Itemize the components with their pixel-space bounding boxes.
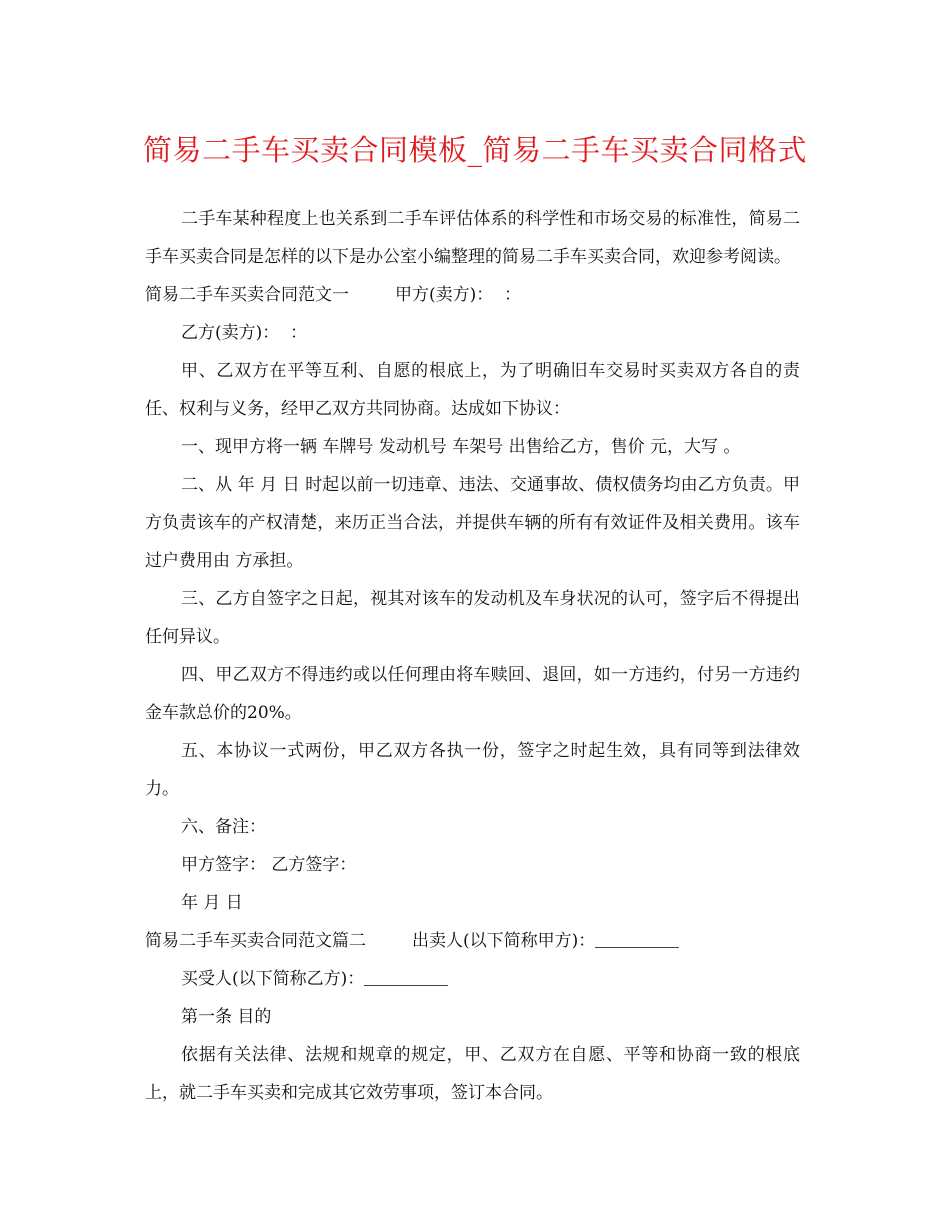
preamble-paragraph: 甲、乙双方在平等互利、自愿的根底上，为了明确旧车交易时买卖双方各自的责任、权利与义务，经甲乙双方共同协商。达成如下协议： <box>145 361 800 419</box>
seller-blank[interactable] <box>595 927 679 948</box>
clause-2: 二、从 年 月 日 时起以前一切违章、违法、交通事故、债权债务均由乙方负责。甲方负责该车的产权清楚，来历正当合法，并提供车辆的所有有效证件及相关费用。该车过户费用由 方承担。 <box>145 475 800 571</box>
date-line: 年 月 日 <box>181 893 243 913</box>
sample1-heading-line <box>145 276 800 314</box>
article1-body: 依据有关法律、法规和规章的规定，甲、乙双方在自愿、平等和协商一致的根底上，就二手车买卖和完成其它效劳事项，签订本合同。 <box>145 1045 800 1103</box>
article1-title: 第一条 目的 <box>181 1007 272 1027</box>
sample2-heading-line <box>145 922 800 960</box>
signature-line: 甲方签字： 乙方签字： <box>181 855 357 875</box>
buyer-line <box>145 960 800 998</box>
sample2-heading: 简易二手车买卖合同范文篇二 <box>145 931 366 951</box>
sample1-heading: 简易二手车买卖合同范文一 <box>145 285 349 305</box>
seller-label: 出卖人(以下简称甲方)： <box>412 931 596 951</box>
clause-1: 一、现甲方将一辆 车牌号 发动机号 车架号 出售给乙方，售价 元，大写 。 <box>181 437 741 457</box>
clause-4: 四、甲乙双方不得违约或以任何理由将车赎回、退回，如一方违约，付另一方违约金车款总价的20%。 <box>145 665 800 723</box>
clause-5: 五、本协议一式两份，甲乙双方各执一份，签字之时起生效，具有同等到法律效力。 <box>145 741 800 799</box>
buyer-blank[interactable] <box>364 965 448 986</box>
document-title: 简易二手车买卖合同模板_简易二手车买卖合同格式 <box>142 133 807 167</box>
intro-paragraph: 二手车某种程度上也关系到二手车评估体系的科学性和市场交易的标准性，简易二手车买卖合同是怎样的以下是办公室小编整理的简易二手车买卖合同，欢迎参考阅读。 <box>145 209 800 267</box>
clause-3: 三、乙方自签字之日起，视其对该车的发动机及车身状况的认可，签字后不得提出任何异议。 <box>145 589 800 647</box>
buyer-label: 买受人(以下简称乙方)： <box>181 969 365 989</box>
document-body <box>145 200 800 1112</box>
clause-6: 六、备注： <box>181 817 266 837</box>
party-b-label: 乙方(卖方)： ： <box>181 323 308 343</box>
party-a-label: 甲方(卖方)： ： <box>395 285 522 305</box>
